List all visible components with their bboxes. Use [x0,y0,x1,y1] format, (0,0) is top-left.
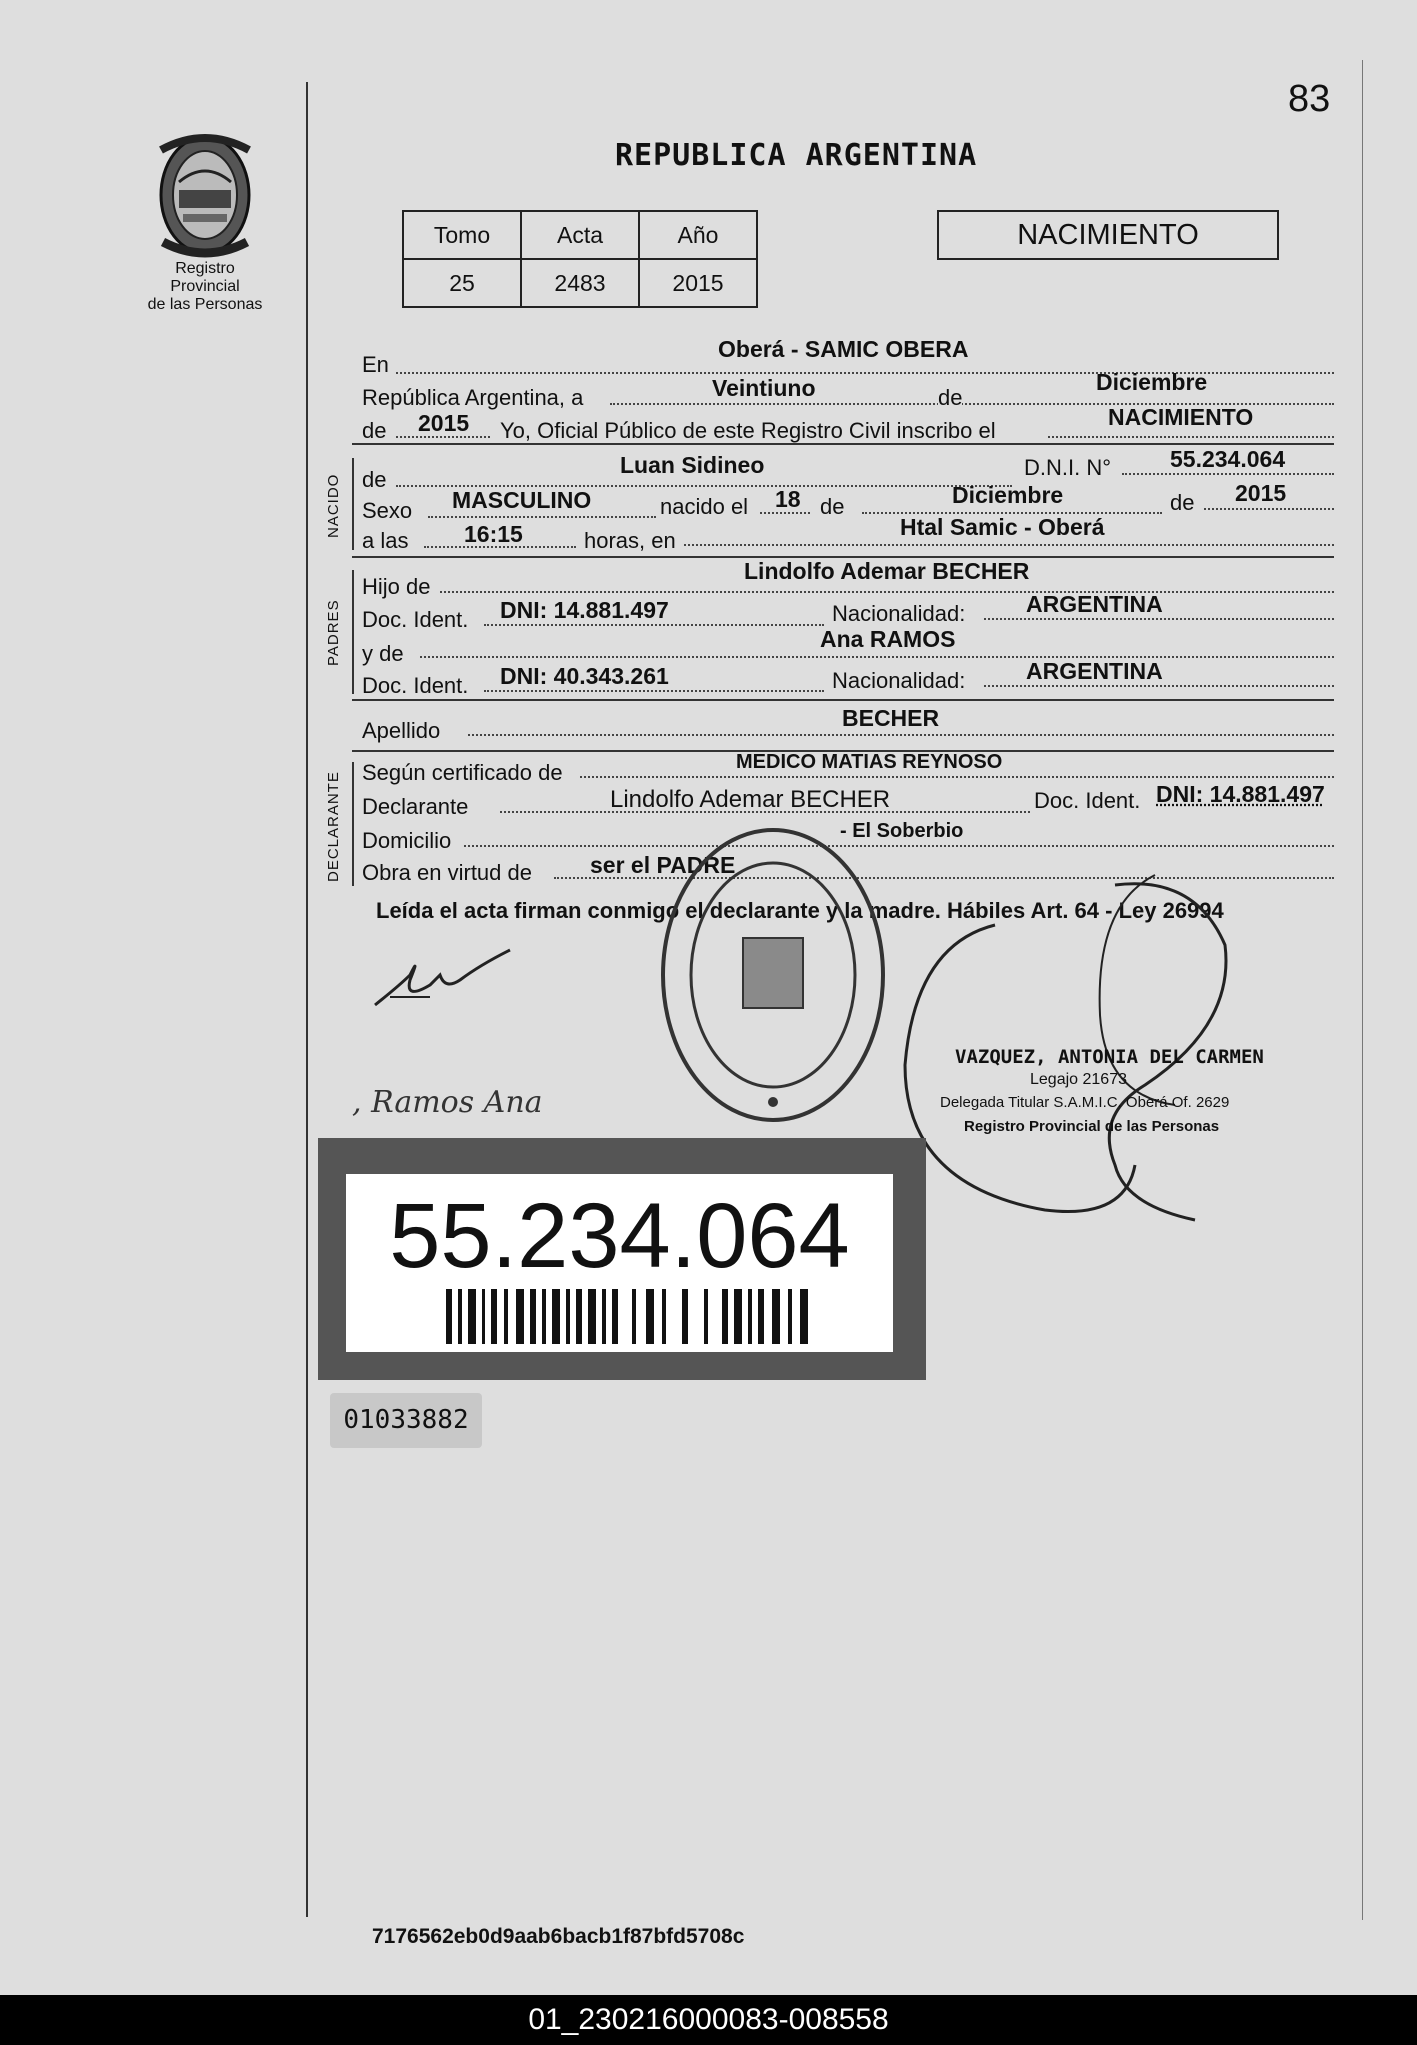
dni-label: D.N.I. N° [1024,455,1112,480]
father-nat-label: Nacionalidad: [832,601,966,626]
domicilio-value: - El Soberbio [840,820,964,842]
mother-doc-label: Doc. Ident. [362,673,469,698]
nacido-de-label-2: de [820,494,845,519]
child-name-value: Luan Sidineo [620,452,765,478]
sexo-label: Sexo [362,498,413,523]
register-table [402,210,758,308]
yde-label: y de [362,641,404,666]
registry-logo [140,130,270,314]
segun-dots [580,776,1334,778]
official-role: Delegada Titular S.A.M.I.C. Oberá Of. 2629 [940,1094,1230,1111]
mother-doc-value: DNI: 40.343.261 [500,663,669,689]
horas-label: horas, en [584,528,676,553]
birth-year-dots [1204,508,1334,510]
nacido-de-label-3: de [1170,490,1195,515]
father-doc-value: DNI: 14.881.497 [500,597,669,623]
obra-value: ser el PADRE [590,852,736,878]
register-value-ano: 2015 [639,259,757,307]
footer-id: 01_230216000083-008558 [0,1995,1417,2045]
round-delegation-stamp [655,820,895,1130]
logo-caption-1: Registro Provincial [170,260,240,295]
alas-label: a las [362,528,409,553]
mother-dots [420,656,1334,658]
segun-value: MEDICO MATIAS REYNOSO [736,751,1003,773]
sexo-dots [428,516,656,518]
year-value: 2015 [418,410,470,436]
register-header-tomo: Tomo [403,211,521,259]
father-dots [440,591,1334,593]
declarante-label: Declarante [362,794,469,819]
mother-doc-dots [484,690,824,692]
register-header-acta: Acta [521,211,639,259]
nacido-bracket [352,458,354,550]
nacido-section-label: NACIDO [325,473,342,538]
mother-signature: , Ramos Ana [352,1085,543,1120]
father-nat-dots [984,618,1334,620]
obra-label: Obra en virtud de [362,860,532,885]
right-margin-line [1362,60,1363,1920]
inscribo-dots [1048,436,1334,438]
birth-day-value: 18 [775,486,801,512]
dni-dots [1122,473,1334,475]
birth-month-value: Diciembre [952,482,1064,508]
father-nat-value: ARGENTINA [1026,591,1163,617]
section-divider-3 [352,699,1334,701]
section-divider-1 [352,443,1334,445]
official-org: Registro Provincial de las Personas [964,1118,1220,1135]
month-value: Diciembre [1096,369,1208,395]
republica-label: República Argentina, a [362,385,584,410]
birth-place-value: Htal Samic - Oberá [900,514,1105,540]
register-header-ano: Año [639,211,757,259]
declarante-section-label: DECLARANTE [325,771,342,882]
register-value-tomo: 25 [403,259,521,307]
nacido-el-label: nacido el [660,494,749,519]
mother-name-value: Ana RAMOS [820,626,956,652]
birth-time-value: 16:15 [464,521,523,547]
place-dots [684,544,1334,546]
declarante-bracket [352,762,354,886]
closing-statement: Leída el acta firman conmigo el declarante y la madre. Hábiles Art. 64 - Ley 26994 [376,898,1224,923]
inscribo-value: NACIMIENTO [1108,404,1254,430]
mother-nat-label: Nacionalidad: [832,668,966,693]
nacido-de-label: de [362,467,387,492]
en-value: Oberá - SAMIC OBERA [718,336,969,362]
en-label: En [362,352,389,377]
padres-bracket [352,570,354,694]
de-label: de [938,385,963,410]
padres-section-label: PADRES [325,599,342,666]
child-dni-value: 55.234.064 [1170,446,1286,472]
barcode-sticker [318,1138,926,1380]
de2-label: de [362,418,387,443]
official-name: VAZQUEZ, ANTONIA DEL CARMEN [955,1046,1264,1068]
document-title: REPUBLICA ARGENTINA [615,138,978,173]
signature-loops [895,865,1285,1225]
birth-year-value: 2015 [1235,480,1287,506]
barcode-label [346,1174,893,1352]
barcode-bars [446,1289,816,1344]
father-doc-label: Doc. Ident. [362,607,469,632]
page-number: 83 [1288,78,1331,120]
logo-caption-2: de las Personas [147,296,263,313]
declarante-doc-value: DNI: 14.881.497 [1156,781,1325,807]
document-type-box: NACIMIENTO [937,210,1279,260]
barcode-number: 55.234.064 [389,1185,850,1287]
hijo-label: Hijo de [362,574,431,599]
sexo-value: MASCULINO [452,487,592,513]
left-margin-line [306,82,308,1917]
apellido-dots [468,734,1334,736]
coat-of-arms-icon [153,130,257,260]
apellido-label: Apellido [362,718,441,743]
declarante-doc-label: Doc. Ident. [1034,788,1141,813]
register-value-acta: 2483 [521,259,639,307]
mother-nat-value: ARGENTINA [1026,658,1163,684]
declarante-value: Lindolfo Ademar BECHER [610,786,891,813]
yo-label: Yo, Oficial Público de este Registro Civil inscribo el [500,418,996,443]
domicilio-label: Domicilio [362,828,452,853]
official-legajo: Legajo 21673 [1030,1071,1127,1088]
mother-nat-dots [984,685,1334,687]
declarant-signature [370,945,520,1015]
father-doc-dots [484,624,824,626]
serial-number: 01033882 [330,1393,482,1448]
day-value: Veintiuno [712,375,816,401]
segun-label: Según certificado de [362,760,563,785]
document-hash: 7176562eb0d9aab6bacb1f87bfd5708c [372,1925,745,1948]
domicilio-dots [464,845,1334,847]
father-name-value: Lindolfo Ademar BECHER [744,558,1030,584]
apellido-value: BECHER [842,705,940,731]
